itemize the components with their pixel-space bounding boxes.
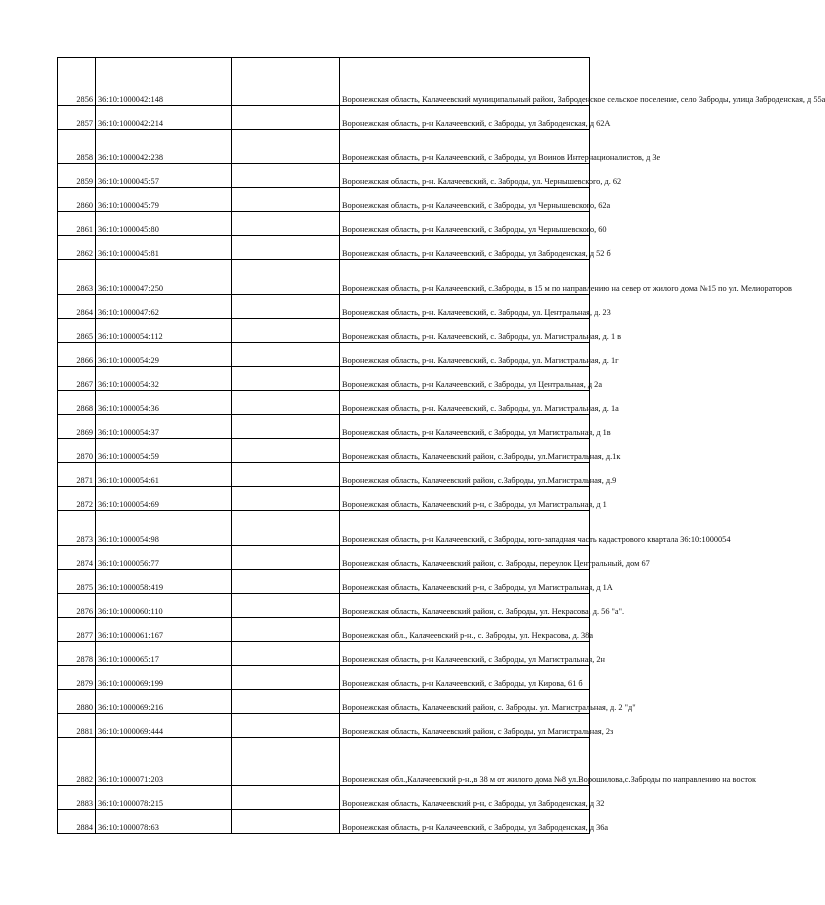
table-row	[58, 786, 590, 810]
address-cell: Воронежская область, р-н Калачеевский, с Заброды, ул Кирова, 61 б	[340, 666, 590, 690]
row-number-cell: 2878	[58, 642, 96, 666]
table-row	[58, 106, 590, 130]
cadastral-number-cell: 36:10:1000054:59	[96, 439, 232, 463]
cadastral-number-cell: 36:10:1000061:167	[96, 618, 232, 642]
row-number-cell: 2866	[58, 343, 96, 367]
row-number-cell: 2884	[58, 810, 96, 834]
row-number-cell: 2867	[58, 367, 96, 391]
address-cell: Воронежская область, Калачеевский р-н, с Заброды, ул Магистральная, д 1А	[340, 570, 590, 594]
empty-cell	[232, 594, 340, 618]
empty-cell	[232, 188, 340, 212]
address-cell: Воронежская область, Калачеевский район, с. Заброды. ул. Магистральная, д. 2 "д"	[340, 690, 590, 714]
table-row	[58, 666, 590, 690]
row-number-cell: 2864	[58, 295, 96, 319]
address-cell: Воронежская область, р-н Калачеевский, с Заброды, ул Магистральная, д 1в	[340, 415, 590, 439]
address-cell: Воронежская область, р-н Калачеевский, с Заброды, ул Заброденская, д 52 б	[340, 236, 590, 260]
address-cell: Воронежская область, Калачеевский р-н, с Заброды, ул Магистральная, д 1	[340, 487, 590, 511]
address-cell: Воронежская область, Калачеевский район, с.Заброды, ул.Магистральная, д.1к	[340, 439, 590, 463]
address-cell: Воронежская область, р-н. Калачеевский, с. Заброды, ул. Магистральная, д. 1 в	[340, 319, 590, 343]
empty-cell	[232, 391, 340, 415]
empty-cell	[232, 810, 340, 834]
table-row	[58, 343, 590, 367]
row-number-cell: 2877	[58, 618, 96, 642]
row-number-cell: 2882	[58, 738, 96, 786]
empty-cell	[232, 295, 340, 319]
cadastral-number-cell: 36:10:1000054:112	[96, 319, 232, 343]
table-row	[58, 439, 590, 463]
row-number-cell: 2862	[58, 236, 96, 260]
register-table-body	[58, 58, 825, 834]
row-number-cell: 2875	[58, 570, 96, 594]
address-cell: Воронежская область, Калачеевский муниципальный район, Заброденское сельское поселение, село Заброды, улица Заброденская, д 55а	[340, 58, 590, 106]
cadastral-number-cell: 36:10:1000047:62	[96, 295, 232, 319]
table-row	[58, 58, 590, 106]
cadastral-number-cell: 36:10:1000054:29	[96, 343, 232, 367]
table-row	[58, 319, 590, 343]
cadastral-number-cell: 36:10:1000078:215	[96, 786, 232, 810]
table-row	[58, 295, 590, 319]
row-number-cell: 2871	[58, 463, 96, 487]
empty-cell	[232, 367, 340, 391]
row-number-cell: 2858	[58, 130, 96, 164]
empty-cell	[232, 511, 340, 546]
empty-cell	[232, 546, 340, 570]
cadastral-number-cell: 36:10:1000042:238	[96, 130, 232, 164]
row-number-cell: 2873	[58, 511, 96, 546]
empty-cell	[232, 319, 340, 343]
table-row	[58, 546, 590, 570]
address-cell: Воронежская область, Калачеевский район, с. Заброды, переулок Центральный, дом 67	[340, 546, 590, 570]
cadastral-number-cell: 36:10:1000047:250	[96, 260, 232, 295]
empty-cell	[232, 618, 340, 642]
table-row	[58, 511, 590, 546]
cadastral-number-cell: 36:10:1000042:148	[96, 58, 232, 106]
address-cell: Воронежская область, р-н Калачеевский, с Заброды, юго-западная часть кадастрового квартала 36:10:1000054	[340, 511, 590, 546]
cadastral-number-cell: 36:10:1000045:79	[96, 188, 232, 212]
address-cell: Воронежская область, р-н Калачеевский, с Заброды, ул Чернышевского, 60	[340, 212, 590, 236]
address-cell: Воронежская область, Калачеевский район, с. Заброды, ул. Некрасова, д. 56 "а".	[340, 594, 590, 618]
empty-cell	[232, 439, 340, 463]
row-number-cell: 2869	[58, 415, 96, 439]
cadastral-number-cell: 36:10:1000069:444	[96, 714, 232, 738]
address-cell: Воронежская область, р-н Калачеевский, с Заброды, ул Центральная, д 2а	[340, 367, 590, 391]
empty-cell	[232, 714, 340, 738]
address-cell: Воронежская область, р-н Калачеевский, с Заброды, ул Заброденская, д 36а	[340, 810, 590, 834]
row-number-cell: 2881	[58, 714, 96, 738]
cadastral-number-cell: 36:10:1000054:98	[96, 511, 232, 546]
cadastral-number-cell: 36:10:1000058:419	[96, 570, 232, 594]
cadastral-number-cell: 36:10:1000054:61	[96, 463, 232, 487]
row-number-cell: 2879	[58, 666, 96, 690]
cadastral-number-cell: 36:10:1000056:77	[96, 546, 232, 570]
row-number-cell: 2874	[58, 546, 96, 570]
register-table	[57, 57, 825, 834]
empty-cell	[232, 570, 340, 594]
cadastral-number-cell: 36:10:1000054:37	[96, 415, 232, 439]
empty-cell	[232, 666, 340, 690]
row-number-cell: 2883	[58, 786, 96, 810]
table-row	[58, 415, 590, 439]
address-cell: Воронежская область, р-н. Калачеевский, с. Заброды, ул. Центральная, д. 23	[340, 295, 590, 319]
cadastral-number-cell: 36:10:1000054:69	[96, 487, 232, 511]
table-row	[58, 391, 590, 415]
table-row	[58, 570, 590, 594]
cadastral-number-cell: 36:10:1000042:214	[96, 106, 232, 130]
address-cell: Воронежская обл., Калачеевский р-н., с. Заброды, ул. Некрасова, д. 38а	[340, 618, 590, 642]
row-number-cell: 2868	[58, 391, 96, 415]
cadastral-number-cell: 36:10:1000045:80	[96, 212, 232, 236]
address-cell: Воронежская область, р-н. Калачеевский, с. Заброды, ул. Чернышевского, д. 62	[340, 164, 590, 188]
cadastral-number-cell: 36:10:1000071:203	[96, 738, 232, 786]
table-row	[58, 690, 590, 714]
table-row	[58, 618, 590, 642]
address-cell: Воронежская обл.,Калачеевский р-н.,в 38 м от жилого дома №8 ул.Ворошилова,с.Заброды по направлению на восток	[340, 738, 590, 786]
empty-cell	[232, 260, 340, 295]
empty-cell	[232, 212, 340, 236]
row-number-cell: 2861	[58, 212, 96, 236]
row-number-cell: 2876	[58, 594, 96, 618]
cadastral-number-cell: 36:10:1000045:57	[96, 164, 232, 188]
empty-cell	[232, 106, 340, 130]
address-cell: Воронежская область, р-н. Калачеевский, с. Заброды, ул. Магистральная, д. 1г	[340, 343, 590, 367]
table-row	[58, 594, 590, 618]
row-number-cell: 2872	[58, 487, 96, 511]
cadastral-number-cell: 36:10:1000065:17	[96, 642, 232, 666]
table-row	[58, 714, 590, 738]
table-row	[58, 738, 590, 786]
row-number-cell: 2859	[58, 164, 96, 188]
cadastral-number-cell: 36:10:1000060:110	[96, 594, 232, 618]
empty-cell	[232, 786, 340, 810]
address-cell: Воронежская область, р-н Калачеевский, с Заброды, ул Чернышевского, 62а	[340, 188, 590, 212]
empty-cell	[232, 738, 340, 786]
empty-cell	[232, 642, 340, 666]
row-number-cell: 2860	[58, 188, 96, 212]
empty-cell	[232, 690, 340, 714]
row-number-cell: 2857	[58, 106, 96, 130]
address-cell: Воронежская область, р-н Калачеевский, с Заброды, ул Магистральная, 2н	[340, 642, 590, 666]
table-row	[58, 130, 590, 164]
table-row	[58, 212, 590, 236]
table-row	[58, 260, 590, 295]
address-cell: Воронежская область, Калачеевский р-н, с Заброды, ул Заброденская, д 32	[340, 786, 590, 810]
cadastral-number-cell: 36:10:1000054:36	[96, 391, 232, 415]
address-cell: Воронежская область, р-н Калачеевский, с Заброды, ул Воинов Интернационалистов, д 3е	[340, 130, 590, 164]
cadastral-number-cell: 36:10:1000078:63	[96, 810, 232, 834]
row-number-cell: 2870	[58, 439, 96, 463]
cadastral-number-cell: 36:10:1000045:81	[96, 236, 232, 260]
table-row	[58, 642, 590, 666]
table-row	[58, 487, 590, 511]
empty-cell	[232, 463, 340, 487]
table-row	[58, 810, 590, 834]
table-row	[58, 188, 590, 212]
address-cell: Воронежская область, р-н Калачеевский, с Заброды, ул Заброденская, д 62А	[340, 106, 590, 130]
address-cell: Воронежская область, р-н Калачеевский, с.Заброды, в 15 м по направлению на север от жилого дома №15 по ул. Мелиораторов	[340, 260, 590, 295]
empty-cell	[232, 164, 340, 188]
row-number-cell: 2863	[58, 260, 96, 295]
table-row	[58, 463, 590, 487]
cadastral-number-cell: 36:10:1000054:32	[96, 367, 232, 391]
table-row	[58, 367, 590, 391]
address-cell: Воронежская область, Калачеевский район, с.Заброды, ул.Магистральная, д.9	[340, 463, 590, 487]
cadastral-number-cell: 36:10:1000069:199	[96, 666, 232, 690]
empty-cell	[232, 487, 340, 511]
empty-cell	[232, 343, 340, 367]
row-number-cell: 2856	[58, 58, 96, 106]
table-row	[58, 236, 590, 260]
cadastral-number-cell: 36:10:1000069:216	[96, 690, 232, 714]
empty-cell	[232, 236, 340, 260]
empty-cell	[232, 58, 340, 106]
empty-cell	[232, 415, 340, 439]
address-cell: Воронежская область, Калачеевский район, с Заброды, ул Магистральная, 2з	[340, 714, 590, 738]
empty-cell	[232, 130, 340, 164]
table-row	[58, 164, 590, 188]
row-number-cell: 2865	[58, 319, 96, 343]
row-number-cell: 2880	[58, 690, 96, 714]
address-cell: Воронежская область, р-н. Калачеевский, с. Заброды, ул. Магистральная, д. 1а	[340, 391, 590, 415]
